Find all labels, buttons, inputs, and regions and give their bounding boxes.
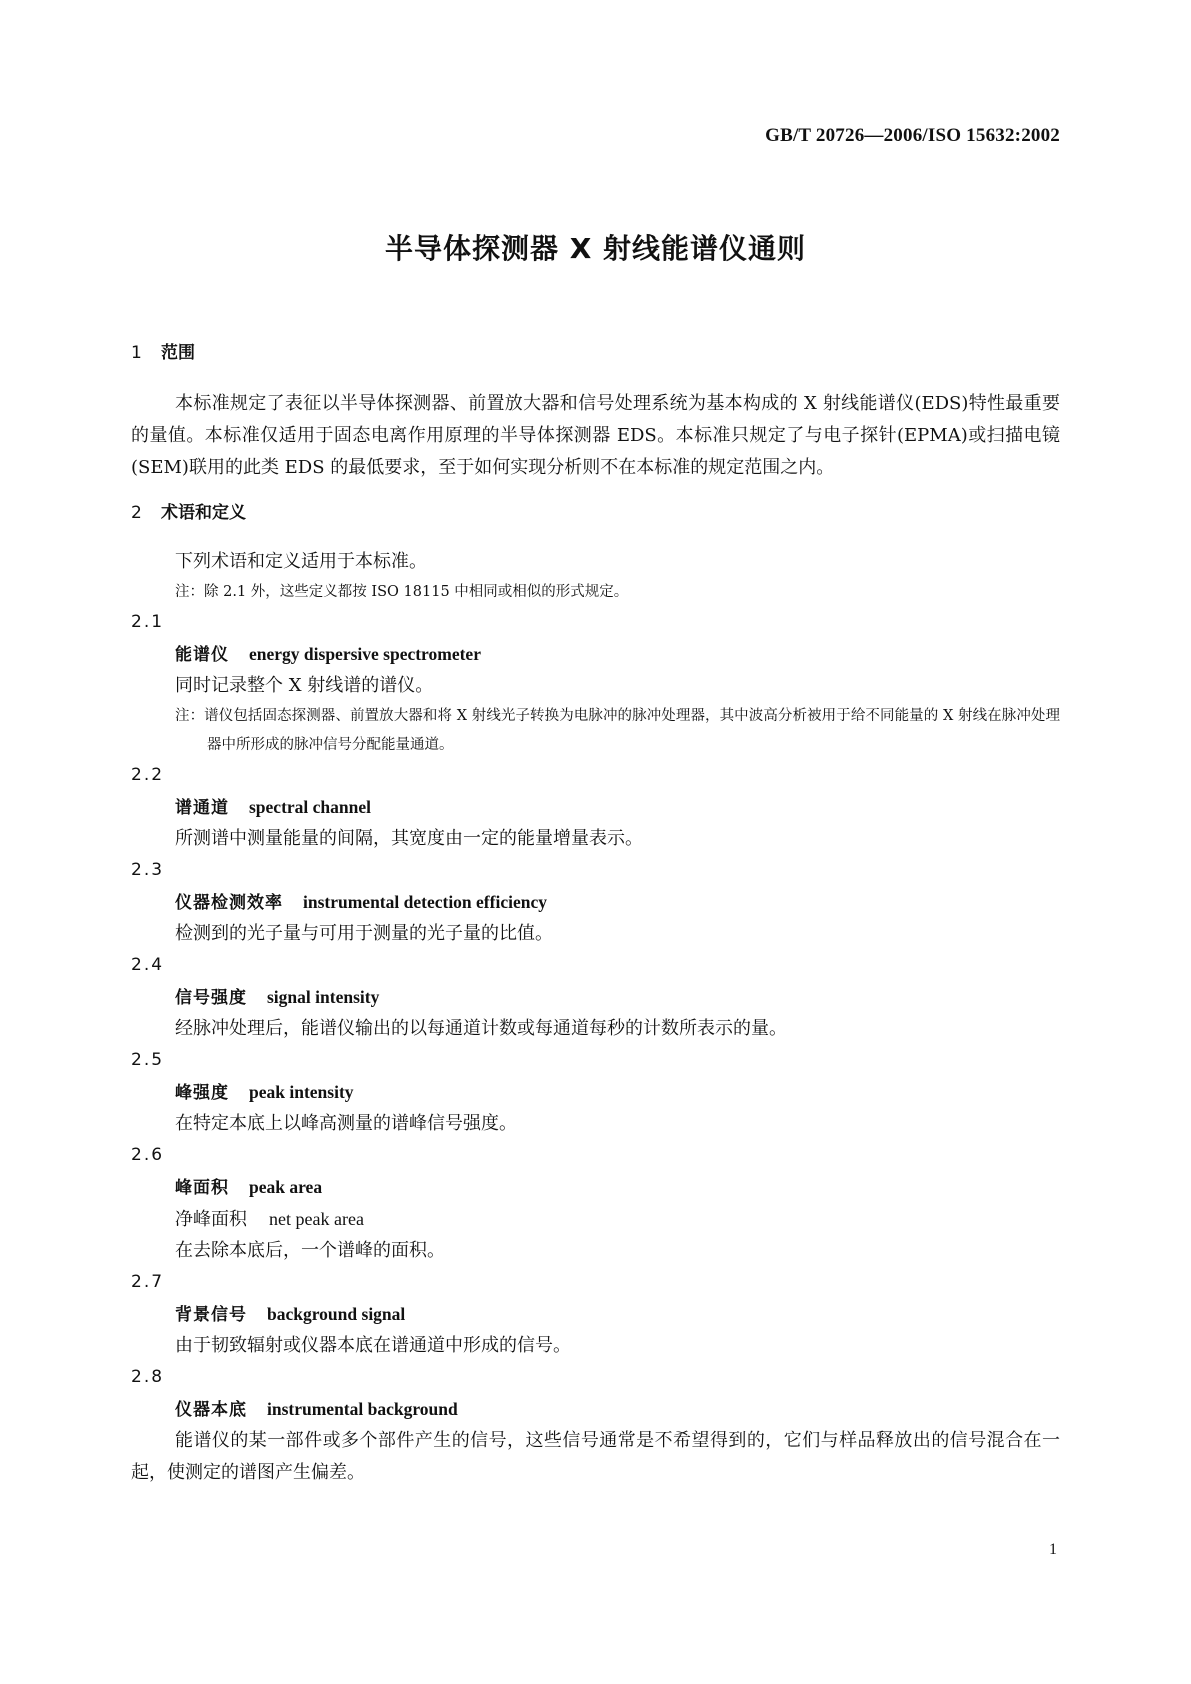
term-definition: 同时记录整个 X 射线谱的谱仪。 (175, 675, 434, 696)
term-en: instrumental background (267, 1399, 458, 1419)
section-title: 术语和定义 (161, 503, 246, 523)
scope-paragraph: 本标准规定了表征以半导体探测器、前置放大器和信号处理系统为基本构成的 X 射线能谱仪(EDS)特性最重要的量值。本标准仅适用于固态电离作用原理的半导体探测器 EDS。本标准只规定了与电子探针(EPMA)或扫描电镜(SEM)联用的此类 EDS 的最低要求，至于如何实现分析则不在本标准的规定范围之内。 (131, 393, 1060, 478)
section-2-heading (131, 500, 1060, 526)
terms-intro: 下列术语和定义适用于本标准。 (175, 551, 427, 572)
document-body (131, 340, 1060, 1489)
term-definition: 能谱仪的某一部件或多个部件产生的信号，这些信号通常是不希望得到的，它们与样品释放出的信号混合在一起，使测定的谱图产生偏差。 (131, 1430, 1060, 1483)
term-zh: 谱通道 (175, 798, 229, 818)
term-zh: 背景信号 (175, 1305, 247, 1325)
synonym-en: net peak area (269, 1209, 364, 1229)
term-number: 2.2 (131, 765, 165, 785)
term-zh: 峰强度 (175, 1083, 229, 1103)
term-en: signal intensity (267, 987, 380, 1007)
term-en: peak intensity (249, 1082, 354, 1102)
section-1-heading (131, 340, 1060, 366)
term-number: 2.1 (131, 612, 165, 632)
terms-note: 注：除 2.1 外，这些定义都按 ISO 18115 中相同或相似的形式规定。 (175, 584, 629, 600)
term-zh: 仪器检测效率 (175, 893, 283, 913)
term-heading (131, 791, 1060, 823)
term-note: 注：谱仪包括固态探测器、前置放大器和将 X 射线光子转换为电脉冲的脉冲处理器，其中波高分析被用于给不同能量的 X 射线在脉冲处理器中所形成的脉冲信号分配能量通道。 (175, 708, 1060, 753)
term-definition: 在去除本底后，一个谱峰的面积。 (175, 1240, 445, 1261)
term-number: 2.4 (131, 955, 165, 975)
term-en: peak area (249, 1177, 323, 1197)
term-en: energy dispersive spectrometer (249, 644, 481, 664)
term-heading (131, 1171, 1060, 1203)
term-heading (131, 1393, 1060, 1425)
term-en: instrumental detection efficiency (303, 892, 547, 912)
term-definition: 在特定本底上以峰高测量的谱峰信号强度。 (175, 1113, 517, 1134)
term-heading (131, 1076, 1060, 1108)
term-number: 2.3 (131, 860, 165, 880)
term-definition: 经脉冲处理后，能谱仪输出的以每通道计数或每通道每秒的计数所表示的量。 (175, 1018, 787, 1039)
term-definition: 由于韧致辐射或仪器本底在谱通道中形成的信号。 (175, 1335, 571, 1356)
term-heading (131, 638, 1060, 670)
document-title: 半导体探测器 X 射线能谱仪通则 (384, 232, 807, 265)
term-definition: 所测谱中测量能量的间隔，其宽度由一定的能量增量表示。 (175, 828, 643, 849)
term-en: spectral channel (249, 797, 372, 817)
term-number: 2.7 (131, 1272, 165, 1292)
term-zh: 峰面积 (175, 1178, 229, 1198)
term-zh: 仪器本底 (175, 1400, 247, 1420)
term-heading (131, 1298, 1060, 1330)
standard-code: GB/T 20726—2006/ISO 15632:2002 (765, 125, 1060, 146)
section-title: 范围 (161, 343, 195, 363)
term-number: 2.5 (131, 1050, 165, 1070)
term-number: 2.8 (131, 1367, 165, 1387)
term-heading (131, 981, 1060, 1013)
section-number: 2 (131, 503, 142, 523)
term-heading (131, 886, 1060, 918)
page-number: 1 (1049, 1541, 1057, 1558)
synonym-zh: 净峰面积 (175, 1209, 247, 1230)
term-definition: 检测到的光子量与可用于测量的光子量的比值。 (175, 923, 553, 944)
section-number: 1 (131, 343, 142, 363)
term-number: 2.6 (131, 1145, 165, 1165)
term-synonym (131, 1203, 1060, 1235)
term-zh: 信号强度 (175, 988, 247, 1008)
term-en: background signal (267, 1304, 406, 1324)
term-zh: 能谱仪 (175, 645, 229, 665)
